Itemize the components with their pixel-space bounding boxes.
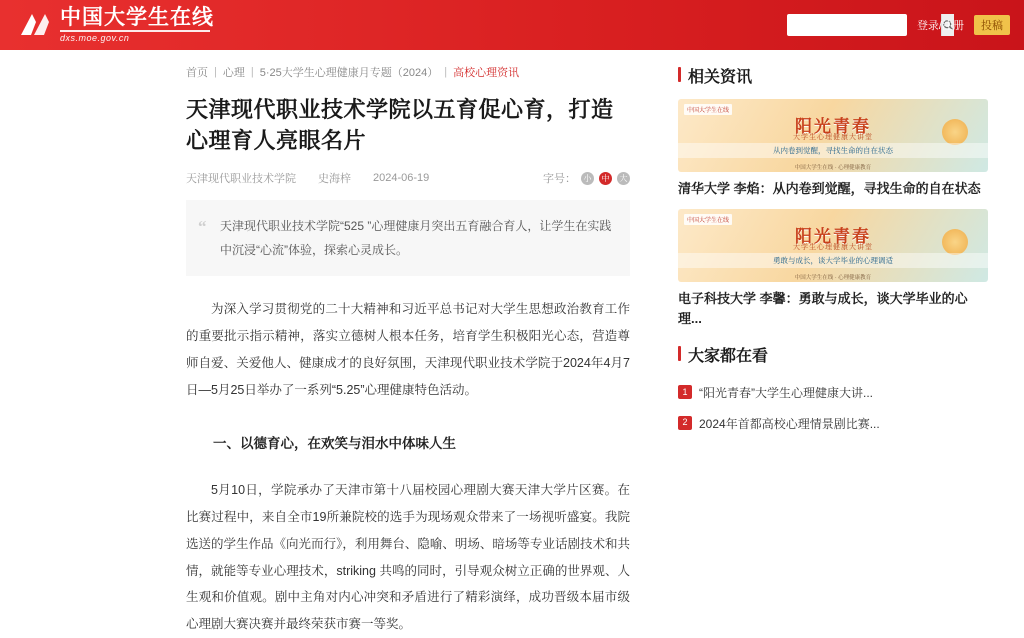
article-paragraph: 为深入学习贯彻党的二十大精神和习近平总书记对大学生思想政治教育工作的重要批示指示精神，落实立德树人根本任务，培育学生积极阳光心态，营造尊师自爱、关爱他人、健康成才的良好氛围，天津现代职业技术学院于2024年4月7日—5月25日举办了一系列“5.25”心理健康特色活动。	[186, 302, 630, 398]
list-item[interactable]	[678, 409, 994, 439]
hot-list	[678, 378, 994, 439]
thumbnail-subtitle: 大学生心理健康大讲堂	[793, 244, 873, 252]
rank-badge: 2	[678, 416, 692, 430]
fontsize-label: 字号：	[543, 173, 576, 186]
article-section-paragraph: 5月10日，学院承办了天津市第十八届校园心理剧大赛天津大学片区赛。在比赛过程中，来自全市19所兼院校的选手为现场观众带来了一场视听盛宴。我院选送的学生作品《向光而行》，利用舞台、隐喻、明场、暗场等专业话剧技术和共情，就能等专业心理技术，striking 共鸣的同时，引导观众树立正确的世界观、人生观和价值观。剧中主角对内心冲突和矛盾进行了精彩演绎，成功晋级本届市级心理剧大赛决赛并最终荣获市赛一等奖。	[186, 482, 630, 632]
fontsize-large-button[interactable]: 大	[617, 172, 630, 185]
list-item[interactable]	[678, 99, 994, 199]
article-summary-text: 天津现代职业技术学院“525 ”心理健康月突出五育融合育人，让学生在实践中沉浸“心流”体验，探索心灵成长。	[220, 219, 612, 258]
thumbnail-footer: 中国大学生在线 · 心理健康教育	[794, 275, 872, 282]
list-item[interactable]	[678, 378, 994, 408]
breadcrumb-item-home[interactable]: 首页	[186, 67, 208, 79]
article-summary	[186, 200, 630, 276]
thumbnail-title: 阳光青春	[795, 227, 871, 247]
logo-domain: dxs.moe.gov.cn	[60, 33, 130, 44]
article-column	[0, 50, 660, 632]
news-title[interactable]: 清华大学 李焰：从内卷到觉醒，寻找生命的自在状态	[678, 181, 981, 196]
logo-icon	[18, 8, 52, 42]
article-title: 天津现代职业技术学院以五育促心育，打造心理育人亮眼名片	[186, 97, 614, 154]
page-body	[0, 50, 1024, 632]
submit-article-button[interactable]: 投稿	[974, 15, 1010, 35]
breadcrumb-item-topic[interactable]: 5·25大学生心理健康月专题（2024）	[259, 67, 439, 79]
thumbnail-badge: 中国大学生在线	[684, 104, 732, 115]
hot-list-heading: 大家都在看	[678, 343, 994, 366]
quote-icon: “	[198, 217, 207, 237]
hot-item-title[interactable]: “阳光青春”大学生心理健康大讲...	[699, 386, 873, 401]
thumbnail-band: 勇敢与成长，谈大学毕业的心理调适	[678, 253, 988, 268]
thumbnail-title: 阳光青春	[795, 117, 871, 136]
related-news-heading: 相关资讯	[678, 64, 994, 87]
article-meta	[186, 170, 630, 196]
breadcrumb-item-current[interactable]: 高校心理资讯	[453, 67, 520, 79]
breadcrumb-separator: |	[444, 66, 448, 78]
thumbnail-subtitle: 大学生心理健康大讲堂	[793, 134, 873, 141]
article-date: 2024-06-19	[373, 172, 430, 185]
rank-badge: 1	[678, 385, 692, 399]
site-logo[interactable]	[0, 6, 214, 43]
logo-divider	[60, 30, 210, 32]
breadcrumb-separator: |	[214, 66, 217, 78]
search-box[interactable]	[787, 14, 907, 36]
fontsize-small-button[interactable]: 小	[581, 172, 594, 185]
breadcrumb-separator: |	[250, 66, 254, 78]
thumbnail-footer: 中国大学生在线 · 心理健康教育	[794, 165, 872, 171]
sidebar	[660, 50, 1024, 446]
thumbnail-badge: 中国大学生在线	[684, 214, 732, 225]
sun-icon	[942, 119, 968, 145]
site-header	[0, 0, 1024, 50]
sun-icon	[942, 229, 968, 255]
news-thumbnail[interactable]	[678, 209, 988, 282]
fontsize-medium-button[interactable]: 中	[599, 172, 612, 185]
breadcrumb	[186, 64, 630, 80]
thumbnail-band: 从内卷到觉醒，寻找生命的自在状态	[678, 143, 988, 158]
article-author: 史海梓	[318, 173, 351, 186]
hot-item-title[interactable]: 2024年首都高校心理情景剧比赛...	[699, 416, 880, 431]
news-thumbnail[interactable]	[678, 99, 988, 172]
logo-title: 中国大学生在线	[60, 5, 214, 30]
list-item[interactable]	[678, 209, 994, 329]
fontsize-control	[543, 170, 630, 186]
article-section-title: 一、以德育心，在欢笑与泪水中体味人生	[213, 435, 456, 451]
breadcrumb-item-psychology[interactable]: 心理	[222, 67, 245, 79]
news-title[interactable]: 电子科技大学 李馨：勇敢与成长，谈大学毕业的心理...	[678, 291, 968, 327]
header-actions	[787, 0, 1010, 50]
article-source: 天津现代职业技术学院	[186, 173, 296, 186]
login-register-link[interactable]: 登录/注册	[916, 20, 964, 32]
